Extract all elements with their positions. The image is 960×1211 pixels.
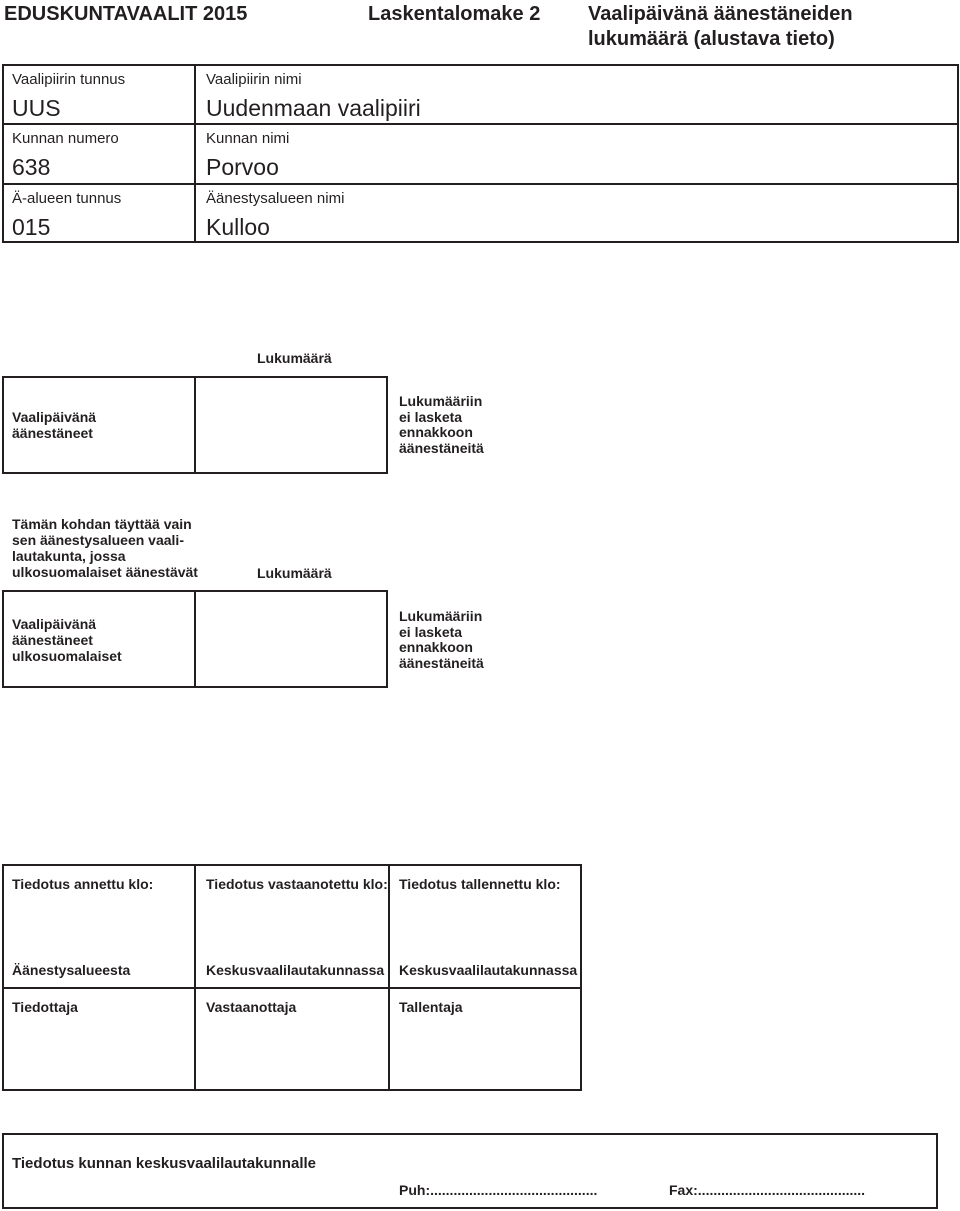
section2-note: Lukumääriin ei lasketa ennakkoon äänestäneitä	[399, 608, 484, 671]
area-name-label: Äänestysalueen nimi	[206, 190, 345, 207]
section2-instruction: Tämän kohdan täyttää vain sen äänestysalueen vaali- lautakunta, jossa ulkosuomalaiset äänestävät	[12, 516, 198, 580]
identity-table	[2, 64, 959, 243]
section2-divider	[194, 590, 196, 688]
form-title: Laskentalomake 2	[368, 3, 541, 25]
area-id-label: Ä-alueen tunnus	[12, 190, 122, 207]
municipality-no-label: Kunnan numero	[12, 130, 119, 147]
area-id-value[interactable]: 015	[12, 214, 51, 240]
fax-field[interactable]: Fax:...........................................	[669, 1182, 866, 1198]
notice-saved-label: Tiedotus tallennettu klo:	[399, 876, 561, 892]
section2-row-label: Vaalipäivänä äänestäneet ulkosuomalaiset	[12, 616, 122, 664]
notice-in-board-1: Keskusvaalilautakunnassa	[206, 962, 385, 978]
section1-note: Lukumääriin ei lasketa ennakkoon äänestäneitä	[399, 393, 484, 456]
identity-row-divider-1	[2, 123, 959, 125]
notice-col-divider-1	[194, 864, 196, 1091]
identity-row-divider-2	[2, 183, 959, 185]
phone-field[interactable]: Puh:...........................................	[399, 1182, 598, 1198]
district-name-value[interactable]: Uudenmaan vaalipiiri	[206, 95, 421, 121]
notice-in-board-2: Keskusvaalilautakunnassa	[399, 962, 578, 978]
area-name-value[interactable]: Kulloo	[206, 214, 270, 240]
form-subject: Vaalipäivänä äänestäneiden lukumäärä (alustava tieto)	[588, 3, 853, 50]
section1-row-label: Vaalipäivänä äänestäneet	[12, 409, 97, 441]
section1-count-input[interactable]	[197, 379, 385, 471]
election-title: EDUSKUNTAVAALIT 2015	[4, 3, 248, 25]
municipality-name-label: Kunnan nimi	[206, 130, 290, 147]
notice-col-divider-2	[388, 864, 390, 1091]
section1-count-header: Lukumäärä	[257, 350, 332, 366]
municipality-no-value[interactable]: 638	[12, 154, 51, 180]
notice-from-area: Äänestysalueesta	[12, 962, 131, 978]
notice-received-label: Tiedotus vastaanotettu klo:	[206, 876, 388, 892]
section1-divider	[194, 376, 196, 474]
district-id-value[interactable]: UUS	[12, 95, 61, 121]
identity-divider	[194, 64, 196, 243]
section2-count-header: Lukumäärä	[257, 565, 332, 581]
notice-row-divider	[2, 987, 582, 989]
section2-count-input[interactable]	[197, 593, 385, 685]
saver-label: Tallentaja	[399, 999, 463, 1015]
receiver-label: Vastaanottaja	[206, 999, 297, 1015]
footer-title: Tiedotus kunnan keskusvaalilautakunnalle	[12, 1155, 316, 1172]
district-id-label: Vaalipiirin tunnus	[12, 71, 126, 88]
notice-given-label: Tiedotus annettu klo:	[12, 876, 154, 892]
municipality-name-value[interactable]: Porvoo	[206, 154, 279, 180]
notifier-label: Tiedottaja	[12, 999, 78, 1015]
district-name-label: Vaalipiirin nimi	[206, 71, 302, 88]
